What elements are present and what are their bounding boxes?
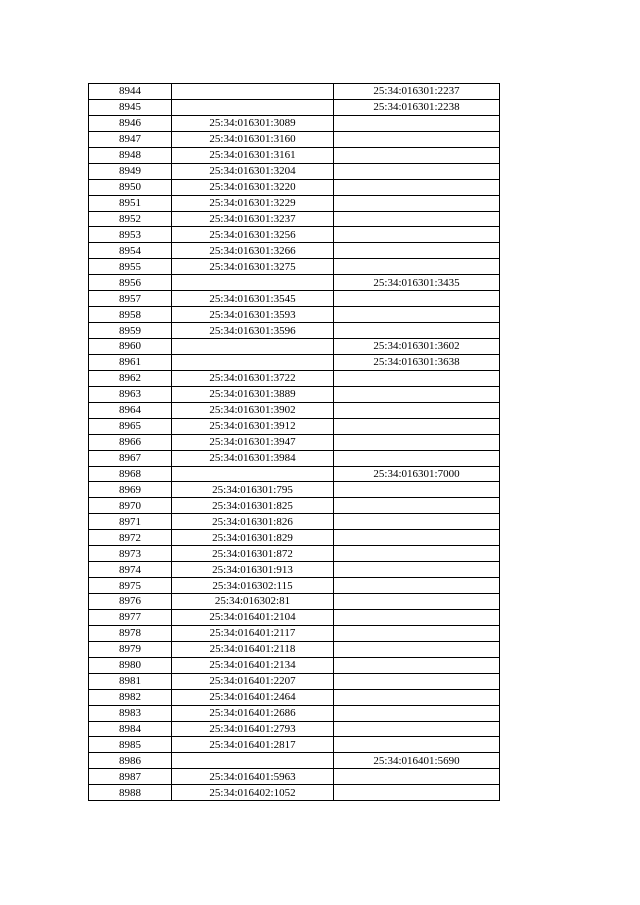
cadastral-number-cell-a: 25:34:016301:3266 [172, 243, 334, 259]
table-row [89, 354, 500, 370]
row-number-cell: 8954 [89, 243, 172, 259]
row-number-cell: 8945 [89, 99, 172, 115]
table-row [89, 211, 500, 227]
table-row [89, 673, 500, 689]
row-number-cell: 8953 [89, 227, 172, 243]
table-row [89, 498, 500, 514]
table-row [89, 546, 500, 562]
cadastral-number-cell-a: 25:34:016301:795 [172, 482, 334, 498]
row-number-cell: 8974 [89, 562, 172, 578]
table-row [89, 323, 500, 339]
cadastral-number-cell-a: 25:34:016301:3256 [172, 227, 334, 243]
cadastral-number-cell-b: 25:34:016301:2238 [334, 99, 500, 115]
cadastral-number-cell-a: 25:34:016401:2104 [172, 609, 334, 625]
table-row [89, 179, 500, 195]
table-row [89, 402, 500, 418]
table-row [89, 785, 500, 801]
table-row [89, 339, 500, 355]
row-number-cell: 8970 [89, 498, 172, 514]
table-row [89, 291, 500, 307]
cadastral-number-cell-a: 25:34:016301:3984 [172, 450, 334, 466]
table-row [89, 195, 500, 211]
cadastral-number-cell-a: 25:34:016401:2793 [172, 721, 334, 737]
row-number-cell: 8951 [89, 195, 172, 211]
row-number-cell: 8972 [89, 530, 172, 546]
cadastral-number-cell-a: 25:34:016301:3204 [172, 163, 334, 179]
cadastral-number-cell-b: 25:34:016301:2237 [334, 84, 500, 100]
cadastral-number-cell-a: 25:34:016301:829 [172, 530, 334, 546]
row-number-cell: 8988 [89, 785, 172, 801]
row-number-cell: 8980 [89, 657, 172, 673]
row-number-cell: 8979 [89, 641, 172, 657]
row-number-cell: 8950 [89, 179, 172, 195]
cadastral-number-cell-a: 25:34:016301:3889 [172, 386, 334, 402]
cadastral-number-cell-a: 25:34:016301:3229 [172, 195, 334, 211]
cadastral-number-cell-b [334, 323, 500, 339]
row-number-cell: 8947 [89, 131, 172, 147]
row-number-cell: 8961 [89, 354, 172, 370]
row-number-cell: 8969 [89, 482, 172, 498]
row-number-cell: 8944 [89, 84, 172, 100]
cadastral-number-cell-b [334, 131, 500, 147]
cadastral-number-cell-b [334, 721, 500, 737]
row-number-cell: 8978 [89, 625, 172, 641]
row-number-cell: 8981 [89, 673, 172, 689]
table-row [89, 482, 500, 498]
cadastral-number-cell-a [172, 84, 334, 100]
table-row [89, 275, 500, 291]
table-row [89, 418, 500, 434]
row-number-cell: 8956 [89, 275, 172, 291]
cadastral-number-cell-a: 25:34:016301:3160 [172, 131, 334, 147]
cadastral-number-cell-b [334, 657, 500, 673]
cadastral-number-cell-b [334, 259, 500, 275]
cadastral-number-cell-a: 25:34:016302:115 [172, 578, 334, 594]
cadastral-number-cell-a: 25:34:016301:3220 [172, 179, 334, 195]
cadastral-number-cell-b [334, 115, 500, 131]
table-row [89, 386, 500, 402]
table-row [89, 769, 500, 785]
cadastral-number-cell-b [334, 195, 500, 211]
cadastral-number-cell-a: 25:34:016401:2118 [172, 641, 334, 657]
cadastral-number-cell-a: 25:34:016301:3593 [172, 307, 334, 323]
row-number-cell: 8986 [89, 753, 172, 769]
cadastral-number-cell-b [334, 514, 500, 530]
row-number-cell: 8965 [89, 418, 172, 434]
cadastral-number-cell-b: 25:34:016301:7000 [334, 466, 500, 482]
cadastral-number-cell-a: 25:34:016401:2464 [172, 689, 334, 705]
cadastral-number-cell-b [334, 370, 500, 386]
table-row [89, 737, 500, 753]
row-number-cell: 8963 [89, 386, 172, 402]
cadastral-number-cell-b [334, 211, 500, 227]
table-row [89, 434, 500, 450]
cadastral-number-cell-a [172, 753, 334, 769]
table-row [89, 705, 500, 721]
cadastral-number-cell-b: 25:34:016401:5690 [334, 753, 500, 769]
row-number-cell: 8982 [89, 689, 172, 705]
cadastral-number-cell-a: 25:34:016301:3089 [172, 115, 334, 131]
table-row [89, 466, 500, 482]
table-row [89, 753, 500, 769]
row-number-cell: 8976 [89, 594, 172, 610]
table-row [89, 657, 500, 673]
cadastral-number-cell-a: 25:34:016401:2817 [172, 737, 334, 753]
cadastral-number-cell-a: 25:34:016301:825 [172, 498, 334, 514]
table-row [89, 689, 500, 705]
cadastral-number-cell-b [334, 291, 500, 307]
table-row [89, 259, 500, 275]
cadastral-number-cell-b [334, 402, 500, 418]
cadastral-number-cell-b: 25:34:016301:3602 [334, 339, 500, 355]
cadastral-number-cell-b: 25:34:016301:3435 [334, 275, 500, 291]
cadastral-number-cell-a: 25:34:016401:2686 [172, 705, 334, 721]
cadastral-number-cell-a: 25:34:016301:3275 [172, 259, 334, 275]
row-number-cell: 8971 [89, 514, 172, 530]
cadastral-number-cell-b [334, 785, 500, 801]
table-row [89, 307, 500, 323]
cadastral-number-cell-b [334, 482, 500, 498]
cadastral-number-cell-b [334, 609, 500, 625]
row-number-cell: 8987 [89, 769, 172, 785]
table-row [89, 450, 500, 466]
table-row [89, 147, 500, 163]
cadastral-number-cell-a: 25:34:016401:2117 [172, 625, 334, 641]
table-row [89, 163, 500, 179]
cadastral-number-cell-a: 25:34:016301:3237 [172, 211, 334, 227]
cadastral-number-cell-a [172, 466, 334, 482]
table-row [89, 721, 500, 737]
row-number-cell: 8983 [89, 705, 172, 721]
cadastral-number-cell-b [334, 546, 500, 562]
table-row [89, 115, 500, 131]
cadastral-number-cell-a: 25:34:016402:1052 [172, 785, 334, 801]
cadastral-number-cell-b [334, 594, 500, 610]
cadastral-number-cell-b [334, 625, 500, 641]
cadastral-numbers-table [88, 83, 500, 801]
table-row [89, 243, 500, 259]
cadastral-number-cell-a: 25:34:016301:3722 [172, 370, 334, 386]
table-row [89, 84, 500, 100]
row-number-cell: 8960 [89, 339, 172, 355]
cadastral-number-cell-b [334, 227, 500, 243]
cadastral-number-cell-a: 25:34:016401:2134 [172, 657, 334, 673]
cadastral-number-cell-a: 25:34:016401:2207 [172, 673, 334, 689]
cadastral-number-cell-b [334, 147, 500, 163]
row-number-cell: 8955 [89, 259, 172, 275]
row-number-cell: 8959 [89, 323, 172, 339]
cadastral-number-cell-a: 25:34:016301:3947 [172, 434, 334, 450]
row-number-cell: 8949 [89, 163, 172, 179]
cadastral-number-cell-b [334, 562, 500, 578]
cadastral-number-cell-a: 25:34:016301:3902 [172, 402, 334, 418]
cadastral-number-cell-b [334, 498, 500, 514]
cadastral-number-cell-b [334, 769, 500, 785]
cadastral-number-cell-a [172, 275, 334, 291]
cadastral-number-cell-b [334, 418, 500, 434]
cadastral-number-cell-b [334, 641, 500, 657]
cadastral-number-cell-a: 25:34:016301:3912 [172, 418, 334, 434]
table-row [89, 641, 500, 657]
cadastral-number-cell-a [172, 354, 334, 370]
cadastral-number-cell-a: 25:34:016301:826 [172, 514, 334, 530]
row-number-cell: 8946 [89, 115, 172, 131]
cadastral-number-cell-a [172, 339, 334, 355]
row-number-cell: 8967 [89, 450, 172, 466]
cadastral-number-cell-b: 25:34:016301:3638 [334, 354, 500, 370]
cadastral-number-cell-b [334, 705, 500, 721]
cadastral-number-cell-b [334, 243, 500, 259]
cadastral-number-cell-a: 25:34:016301:3161 [172, 147, 334, 163]
row-number-cell: 8964 [89, 402, 172, 418]
cadastral-number-cell-b [334, 737, 500, 753]
cadastral-number-cell-b [334, 450, 500, 466]
cadastral-number-cell-b [334, 163, 500, 179]
table-row [89, 131, 500, 147]
row-number-cell: 8973 [89, 546, 172, 562]
table-row [89, 370, 500, 386]
row-number-cell: 8962 [89, 370, 172, 386]
table-row [89, 514, 500, 530]
cadastral-number-cell-a: 25:34:016301:3545 [172, 291, 334, 307]
cadastral-number-cell-a: 25:34:016401:5963 [172, 769, 334, 785]
row-number-cell: 8957 [89, 291, 172, 307]
cadastral-number-cell-b [334, 689, 500, 705]
row-number-cell: 8948 [89, 147, 172, 163]
cadastral-number-cell-a: 25:34:016302:81 [172, 594, 334, 610]
table-body [89, 84, 500, 801]
table-row [89, 530, 500, 546]
row-number-cell: 8966 [89, 434, 172, 450]
cadastral-number-cell-a: 25:34:016301:913 [172, 562, 334, 578]
table-row [89, 99, 500, 115]
table-row [89, 578, 500, 594]
table-row [89, 562, 500, 578]
cadastral-number-cell-b [334, 578, 500, 594]
cadastral-number-cell-b [334, 179, 500, 195]
row-number-cell: 8984 [89, 721, 172, 737]
cadastral-number-cell-a: 25:34:016301:3596 [172, 323, 334, 339]
table-row [89, 227, 500, 243]
cadastral-number-cell-b [334, 307, 500, 323]
table-row [89, 609, 500, 625]
table-row [89, 625, 500, 641]
cadastral-number-cell-b [334, 530, 500, 546]
row-number-cell: 8958 [89, 307, 172, 323]
row-number-cell: 8952 [89, 211, 172, 227]
cadastral-number-cell-a [172, 99, 334, 115]
cadastral-number-cell-b [334, 386, 500, 402]
cadastral-number-cell-a: 25:34:016301:872 [172, 546, 334, 562]
cadastral-number-cell-b [334, 673, 500, 689]
table-row [89, 594, 500, 610]
row-number-cell: 8975 [89, 578, 172, 594]
row-number-cell: 8968 [89, 466, 172, 482]
row-number-cell: 8985 [89, 737, 172, 753]
row-number-cell: 8977 [89, 609, 172, 625]
cadastral-number-cell-b [334, 434, 500, 450]
